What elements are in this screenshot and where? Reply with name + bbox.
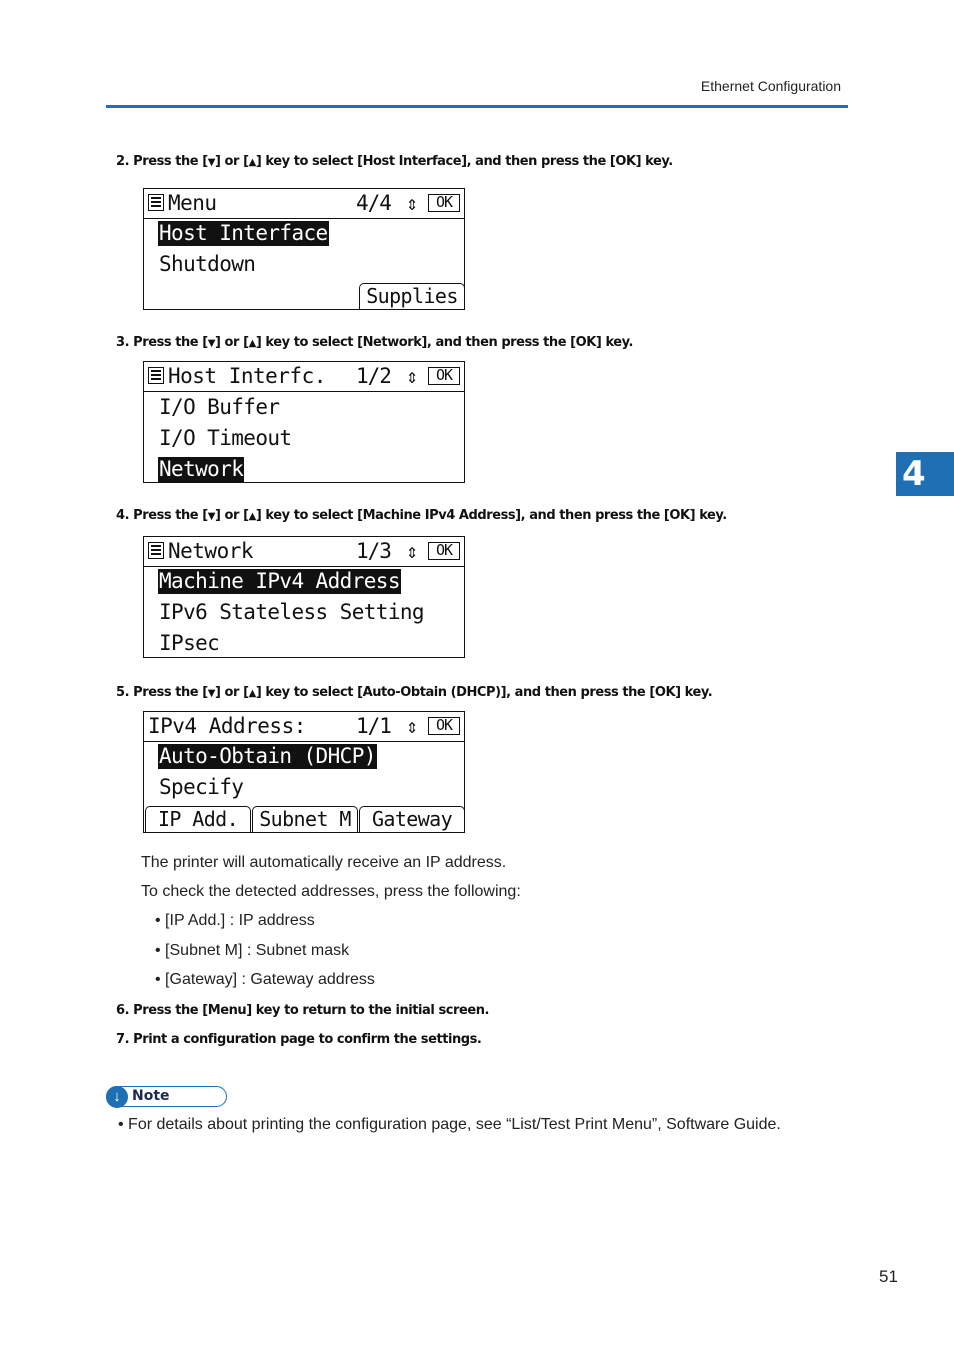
lcd-page-indicator: 1/1 [356,714,391,738]
lcd-row-specify[interactable]: Specify [159,775,244,799]
lcd-row-auto-obtain-dhcp[interactable]: Auto-Obtain (DHCP) [159,744,376,768]
step-text: Print a configuration page to confirm the settings. [133,1032,482,1047]
auto-receive-text: The printer will automatically receive an IP address. [141,854,507,871]
menu-list-icon [148,367,164,384]
up-down-icon: ⇕ [406,191,419,215]
lcd-screen-host-interface [143,361,465,483]
softkey-ip-add[interactable]: IP Add. [145,806,251,832]
up-arrow-icon: ▲ [248,157,256,168]
lcd-row-network[interactable]: Network [159,457,244,481]
lcd-screen-network [143,536,465,658]
step-text: Press the [Menu] key to return to the initial screen. [133,1003,489,1018]
lcd-row-shutdown[interactable]: Shutdown [159,252,256,276]
lcd-screen-menu [143,188,465,310]
up-arrow-icon: ▲ [248,688,256,699]
down-arrow-icon: ▼ [207,511,215,522]
lcd-row-ipsec[interactable]: IPsec [159,631,220,655]
ok-icon: OK [428,367,460,385]
lcd-row-machine-ipv4-address[interactable]: Machine IPv4 Address [159,569,400,593]
step-text: ] key to select [Host Interface], and then press the [OK] key. [255,154,673,169]
step-2 [116,154,673,169]
step-6 [116,1003,489,1018]
step-text: ] or [ [214,335,249,350]
step-text: Press the [ [133,154,208,169]
step-5 [116,685,712,700]
step-number: 3. [116,335,130,350]
step-text: Press the [ [133,335,208,350]
down-arrow-icon: ▼ [207,157,215,168]
lcd-row-io-buffer[interactable]: I/O Buffer [159,395,280,419]
lcd-row-io-timeout[interactable]: I/O Timeout [159,426,292,450]
header-rule [106,105,848,108]
lcd-row-ipv6-stateless-setting[interactable]: IPv6 Stateless Setting [159,600,424,624]
menu-list-icon [148,542,164,559]
step-text: Press the [ [133,685,208,700]
down-arrow-icon: ▼ [207,688,215,699]
step-3 [116,335,633,350]
step-text: ] or [ [214,154,249,169]
bullet-gateway: • [Gateway] : Gateway address [155,971,375,988]
down-arrow-icon: ▼ [207,338,215,349]
step-text: ] key to select [Machine IPv4 Address], and then press the [OK] key. [255,508,727,523]
lcd-title-bar [144,362,464,392]
lcd-title: Network [168,539,254,563]
lcd-title-bar [144,712,464,742]
step-text: ] key to select [Auto-Obtain (DHCP)], and then press the [OK] key. [255,685,713,700]
softkey-supplies[interactable]: Supplies [359,283,465,309]
note-label: Note [132,1088,170,1104]
softkey-subnet-m[interactable]: Subnet M [252,806,358,832]
up-arrow-icon: ▲ [248,338,256,349]
chapter-tab: 4 [896,452,954,496]
lcd-page-indicator: 1/2 [356,364,391,388]
step-4 [116,508,727,523]
step-number: 4. [116,508,130,523]
lcd-title-bar [144,537,464,567]
lcd-title: IPv4 Address: [148,714,306,738]
step-text: ] or [ [214,685,249,700]
header-title: Ethernet Configuration [700,78,841,94]
step-number: 7. [116,1032,130,1047]
up-down-icon: ⇕ [406,539,419,563]
lcd-row-host-interface[interactable]: Host Interface [159,221,328,245]
up-down-icon: ⇕ [406,364,419,388]
step-number: 5. [116,685,130,700]
ok-icon: OK [428,717,460,735]
up-down-icon: ⇕ [406,714,419,738]
up-arrow-icon: ▲ [248,511,256,522]
check-detected-text: To check the detected addresses, press the following: [141,883,521,900]
lcd-screen-ipv4-address [143,711,465,833]
note-text: • For details about printing the configuration page, see “List/Test Print Menu”, Software Guide. [118,1116,781,1133]
softkey-gateway[interactable]: Gateway [359,806,465,832]
lcd-title: Menu [168,191,217,215]
ok-icon: OK [428,542,460,560]
ok-icon: OK [428,194,460,212]
lcd-title-bar [144,189,464,219]
lcd-page-indicator: 1/3 [356,539,391,563]
step-number: 2. [116,154,130,169]
page-number: 51 [879,1267,898,1286]
menu-list-icon [148,194,164,211]
step-7 [116,1032,481,1047]
lcd-page-indicator: 4/4 [356,191,391,215]
note-badge [106,1086,227,1107]
step-text: Press the [ [133,508,208,523]
step-number: 6. [116,1003,130,1018]
bullet-subnet-m: • [Subnet M] : Subnet mask [155,942,350,959]
step-text: ] key to select [Network], and then press the [OK] key. [255,335,633,350]
step-text: ] or [ [214,508,249,523]
lcd-title: Host Interfc. [168,364,326,388]
bullet-ip-add: • [IP Add.] : IP address [155,912,315,929]
down-arrow-circle-icon: ↓ [106,1086,128,1108]
